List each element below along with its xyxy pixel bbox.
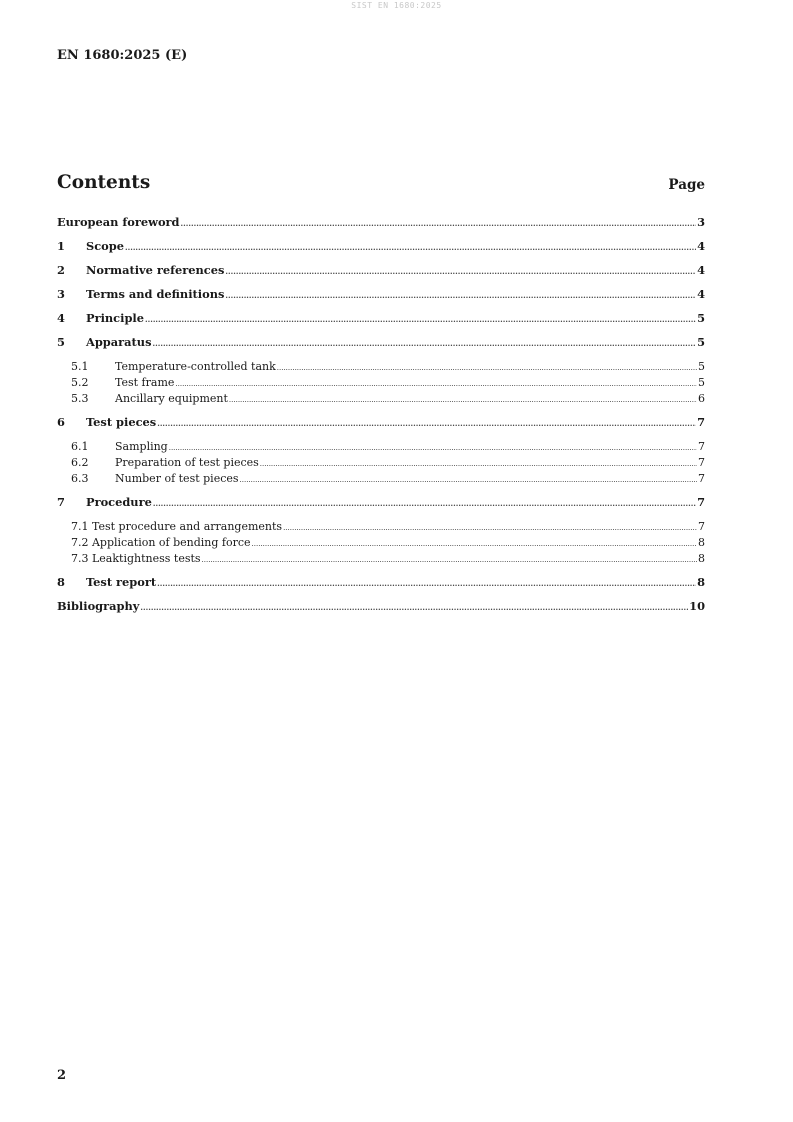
toc-leader-dots xyxy=(225,292,696,300)
toc-entry-title: European foreword xyxy=(57,215,180,229)
toc-entry-page: 10 xyxy=(689,599,705,613)
toc-leader-dots xyxy=(169,445,697,452)
toc-entry-page: 3 xyxy=(697,215,705,229)
toc-entry-page: 4 xyxy=(697,263,705,277)
document-id: EN 1680:2025 (E) xyxy=(57,48,188,63)
toc-entry[interactable] xyxy=(57,377,705,388)
toc-entry[interactable] xyxy=(57,553,705,564)
toc-leader-dots xyxy=(125,244,696,252)
toc-entry-number: 4 xyxy=(57,311,65,325)
toc-entry-number: 5.3 xyxy=(71,392,89,405)
toc-entry-number: 5.2 xyxy=(71,376,89,389)
toc-entry[interactable] xyxy=(57,441,705,452)
watermark: SIST EN 1680:2025 xyxy=(351,1,442,10)
toc-entry-number: 2 xyxy=(57,263,65,277)
toc-entry-title: Test frame xyxy=(115,376,175,389)
toc-entry-title: Bibliography xyxy=(57,599,140,613)
page-number: 2 xyxy=(57,1068,67,1083)
toc-entry-page: 8 xyxy=(698,552,705,565)
toc-entry[interactable] xyxy=(57,417,705,428)
toc-entry[interactable] xyxy=(57,361,705,372)
toc-entry[interactable] xyxy=(57,393,705,404)
toc-entry-page: 7 xyxy=(698,440,705,453)
toc-entry-title: Ancillary equipment xyxy=(115,392,228,405)
toc-entry-page: 5 xyxy=(698,376,705,389)
toc-entry[interactable] xyxy=(57,313,705,324)
toc-entry-page: 4 xyxy=(697,287,705,301)
toc-entry-page: 8 xyxy=(697,575,705,589)
toc-leader-dots xyxy=(225,268,696,276)
toc-entry-page: 7 xyxy=(698,456,705,469)
toc-entry-number: 6.1 xyxy=(71,440,89,453)
toc-entry-number: 1 xyxy=(57,239,65,253)
toc-entry-number: 8 xyxy=(57,575,65,589)
toc-entry[interactable] xyxy=(57,577,705,588)
toc-entry[interactable] xyxy=(57,217,705,228)
toc-leader-dots xyxy=(140,604,688,612)
toc-entry-title: 7.1 Test procedure and arrangements xyxy=(71,520,283,533)
toc-entry-number: 7 xyxy=(57,495,65,509)
toc-entry[interactable] xyxy=(57,497,705,508)
toc-leader-dots xyxy=(153,500,696,508)
toc-entry-title: Terms and definitions xyxy=(86,287,225,301)
toc-leader-dots xyxy=(260,461,697,468)
toc-entry-title: Principle xyxy=(86,311,144,325)
toc-entry-number: 6 xyxy=(57,415,65,429)
toc-entry-title: Test report xyxy=(86,575,157,589)
toc-leader-dots xyxy=(277,365,697,372)
toc-leader-dots xyxy=(157,580,696,588)
toc-entry[interactable] xyxy=(57,473,705,484)
toc-entry-title: Preparation of test pieces xyxy=(115,456,259,469)
toc-entry-page: 7 xyxy=(698,520,705,533)
toc-leader-dots xyxy=(145,316,696,324)
toc-entry-number: 3 xyxy=(57,287,65,301)
toc-leader-dots xyxy=(252,541,697,548)
toc-entry-page: 5 xyxy=(697,311,705,325)
toc-entry-page: 5 xyxy=(697,335,705,349)
toc-entry-title: 7.2 Application of bending force xyxy=(71,536,251,549)
toc-entry[interactable] xyxy=(57,601,705,612)
toc-entry-page: 7 xyxy=(698,472,705,485)
toc-entry[interactable] xyxy=(57,337,705,348)
toc-entry-title: Apparatus xyxy=(86,335,152,349)
toc-entry-title: Test pieces xyxy=(86,415,157,429)
toc-entry-page: 6 xyxy=(698,392,705,405)
toc-entry-page: 7 xyxy=(697,495,705,509)
toc-entry[interactable] xyxy=(57,537,705,548)
contents-title: Contents xyxy=(57,172,151,193)
toc-entry-page: 4 xyxy=(697,239,705,253)
toc-entry[interactable] xyxy=(57,457,705,468)
page-column-heading: Page xyxy=(668,177,705,193)
toc-entry-page: 5 xyxy=(698,360,705,373)
toc-entry-number: 6.3 xyxy=(71,472,89,485)
toc-entry-title: Number of test pieces xyxy=(115,472,239,485)
toc-entry-page: 7 xyxy=(697,415,705,429)
toc-entry-page: 8 xyxy=(698,536,705,549)
toc-leader-dots xyxy=(240,477,697,484)
toc-entry-title: Normative references xyxy=(86,263,225,277)
toc-leader-dots xyxy=(229,397,697,404)
toc-entry[interactable] xyxy=(57,289,705,300)
toc-entry-title: Scope xyxy=(86,239,124,253)
toc-entry-title: Temperature-controlled tank xyxy=(115,360,276,373)
toc-entry-number: 5.1 xyxy=(71,360,89,373)
toc-leader-dots xyxy=(283,525,697,532)
toc-entry-number: 5 xyxy=(57,335,65,349)
toc-entry[interactable] xyxy=(57,241,705,252)
toc-entry-title: Procedure xyxy=(86,495,152,509)
toc-leader-dots xyxy=(153,340,697,348)
toc-leader-dots xyxy=(202,557,697,564)
toc-leader-dots xyxy=(175,381,697,388)
toc-entry[interactable] xyxy=(57,265,705,276)
toc-entry[interactable] xyxy=(57,521,705,532)
toc-leader-dots xyxy=(181,220,697,228)
toc-entry-title: Sampling xyxy=(115,440,168,453)
toc-leader-dots xyxy=(157,420,696,428)
toc-entry-title: 7.3 Leaktightness tests xyxy=(71,552,201,565)
toc-entry-number: 6.2 xyxy=(71,456,89,469)
